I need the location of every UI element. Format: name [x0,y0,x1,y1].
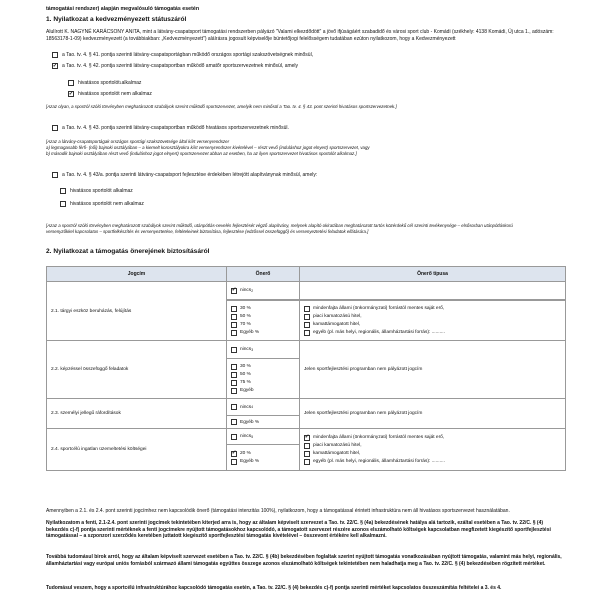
section2-title: 2. Nyilatkozat a támogatás önerejének biztosításáról [46,248,210,255]
nincs-label: nincs [240,404,252,410]
row-label: 2.4. sportcélú ingatlan üzemeltetési költségei [47,429,227,471]
option-label: hivatásos sportolót [78,80,120,86]
checkbox[interactable] [231,459,237,465]
row-label: 2.1. tárgyi eszköz beruházás, felújítás [47,282,227,341]
note-line: [Azaz a sportról szóló törvényben meghatározott szabályok szerint működő, utánpótlás-nevelés fejlesztését végző alapítvány, melynek alapító okiratában meghatározott tartós közérdekű cél szerinti tevékenysége – elsősorban utánpótláskorú [46,223,513,228]
table-row [47,429,566,445]
checkbox[interactable] [231,306,237,312]
note-line: b) második bajnoki osztályában részt vevő (induláshoz jogot elnyert) sportszervezet abban az esetben, ha az ilyen sportszervezet hivatásos sportolót alkalmaz.] [46,151,357,156]
type-option[interactable] [304,321,561,329]
pct-option[interactable] [231,458,295,466]
type-label: egyéb (pl. más helyi, regionális, államháztartási forrás): .......... [313,330,445,335]
checkbox[interactable] [304,306,310,312]
nincs-label: nincs [240,434,252,439]
nincs-cell [227,341,300,359]
nincs-option[interactable] [231,403,295,411]
nincs-option[interactable] [231,287,295,295]
checkbox[interactable] [304,322,310,328]
checkbox[interactable] [60,201,66,207]
pct-option[interactable] [231,305,295,313]
option-suffix: alkalmaz [121,80,142,86]
pct-cell [227,416,300,429]
after-table-p3: Továbbá tudomásul birok arról, hogy az általam képviselt szervezet esetében a Tao. tv. 22/C. § (4b) bekezdésében foglaltak szerint nyújtott támogatás vonatkozásában nyújtott támogatás, valamint más helyi, regionális, államháztartási vagy európai uniós forrásból származó állami támogatás együttes összege azonos elszámolható költségek tekintetében nem haladhatja meg a Tao. tv. 22/C. § (4) bekezdésében rögzített mértéket. [46,554,562,567]
type-option[interactable] [304,305,561,313]
pct-option[interactable] [231,321,295,329]
footnote-mark: 1 [119,81,122,85]
checkbox[interactable] [231,322,237,328]
footnote-mark: 3 [251,347,254,352]
nincs-option[interactable] [231,433,295,441]
pct-label: Egyéb % [240,459,260,464]
checkbox[interactable] [231,314,237,320]
note-professional [46,139,566,157]
sub-option-no-pro[interactable] [68,91,152,97]
after-table-p1: Amennyiben a 2.1. és 2.4. pont szerinti jogcímhez nem kapcsolódik önerő (támogatási intenzitás 100%), nyilatkozom, hogy a támogatással érintett infrastruktúra nem áll hivatásos sportszervezet használatában. [46,508,510,514]
checkbox[interactable] [231,380,237,386]
table-header-row [47,267,566,282]
checkbox[interactable] [231,434,237,440]
note-line: a) legmagasabb férfi- (női) bajnoki osztályában – a kiemelt korosztályokra kiírt versenyrendszer kivételével – részt vevő (induláshoz jogot elnyert) sportszervezet, vagy [46,145,370,150]
checkbox[interactable] [304,435,310,441]
pct-label: 30 % [240,364,251,369]
status-option-42[interactable] [52,63,298,69]
checkbox[interactable] [304,330,310,336]
after-table-p4: Tudomásul veszem, hogy a sportcélú infrastruktúrához kapcsolódó támogatás esetén, a Tao. tv. 22/C. § (4) bekezdés c)-f) pontja szerinti mértéket kapcsolatos összeszámítás feltételei a 3. és 4. [46,585,502,591]
type-label: piaci kamatozású hitel, [313,314,362,319]
option-label: hivatásos sportolót alkalmaz [70,188,133,194]
pct-label: 20 % [240,451,251,456]
checkbox[interactable] [231,288,237,294]
row-text: Jelen sportfejlesztési programban nem pályázott jogcím [300,341,566,399]
option-label: a Tao. tv. 4. § 43. pontja szerinti látvány-csapatsportban működő hivatásos sportszervezetnek minősül. [62,125,289,131]
section1-intro: Alulírott K. NAGYNÉ KARÁCSONY ANITA, mint a látvány-csapatsport támogatási rendszerben pályázó "Valami elkezdődött" a jövő ifjúságáért szabadidő és városi sport club - Komádi (székhely: 4138 Komádi, Új utca 1., adószám: 18563178-1-09) kedvezményezett (a továbbiakban: „Kedvezményezett") aláírásra jogosult képviselője büntetőjogi felelősségem tudatában ezúton nyilatkozom, hogy a Kedvezményezett [46,29,554,42]
empty-cell [300,282,566,300]
checkbox[interactable] [60,188,66,194]
option-label: hivatásos sportolót nem alkalmaz [70,201,144,207]
pct-option[interactable] [231,363,295,371]
checkbox[interactable] [304,314,310,320]
pct-label: 30 % [240,306,251,311]
pct-cell [227,445,300,471]
type-option[interactable] [304,458,561,466]
header-onero: Önerő [227,267,300,282]
status-option-43[interactable] [52,125,289,131]
type-cell [300,429,566,471]
type-label: mindenfajta állami (önkormányzati) forrástól mentes saját erő, [313,306,445,311]
pct-label: 70 % [240,322,251,327]
self-contribution-table [46,266,566,471]
foundation-employs-pro[interactable] [60,188,133,194]
type-label: kamattámogatott hitel, [313,451,361,456]
header-onero-tipusa: Önerő típusa [300,267,566,282]
top-text-line: támogatási rendszer) alapján megvalósuló támogatás esetén [46,6,200,12]
nincs-cell [227,399,300,416]
note-amateur: [Azaz olyan, a sportról szóló törvényben meghatározott szabályok szerint működő sportszervezet, amelyik nem minősül a Tao. tv. 4. § 43. pont szerinti hivatásos sportszervezetnek.] [46,104,397,109]
footnote-mark: 2 [251,288,254,293]
note-foundation [46,223,566,235]
checkbox[interactable] [68,80,74,86]
row-label: 2.2. képzéssel összefüggő feladatok [47,341,227,399]
type-option[interactable] [304,329,561,337]
checkbox[interactable] [231,451,237,457]
section1-title: 1. Nyilatkozat a kedvezményezett státuszáról [46,16,187,23]
type-cell [300,301,566,341]
status-option-43a[interactable] [52,172,317,178]
nincs-label: nincs [240,347,252,352]
top-text [46,6,566,13]
note-line: [Azaz a látvány-csapatsportágak országos sportági szakszövetsége által kiírt versenyrendszer [46,139,230,144]
type-label: piaci kamatozású hitel, [313,443,362,448]
table-row [47,341,566,359]
checkbox[interactable] [68,91,74,97]
pct-label: Egyéb [240,388,254,393]
checkbox[interactable] [231,404,237,410]
pct-option[interactable] [231,313,295,321]
pct-option[interactable] [231,371,295,379]
row-label: 2.3. személyi jellegű ráfordítások [47,399,227,429]
type-option[interactable] [304,442,561,450]
type-option[interactable] [304,450,561,458]
checkbox[interactable] [231,364,237,370]
nincs-cell [227,282,300,300]
pct-option[interactable] [231,418,295,426]
nincs-cell [227,429,300,445]
table-row [47,282,566,300]
sub-option-employs-pro[interactable] [68,80,141,86]
checkbox[interactable] [52,52,58,58]
header-jogcim: Jogcím [47,267,227,282]
table-row [47,399,566,416]
footnote-mark: 4 [251,405,254,409]
checkbox[interactable] [231,419,237,425]
option-label: a Tao. tv. 4. § 43/a. pontja szerinti látvány-csapatsport fejlesztése érdekében létrejött alapítványnak minősül, amely: [62,172,318,178]
type-label: mindenfajta állami (önkormányzati) forrástól mentes saját erő, [313,435,445,440]
pct-label: 50 % [240,372,251,377]
nincs-label: nincs [240,288,252,293]
checkbox[interactable] [231,347,237,353]
pct-label: 75 % [240,380,251,385]
foundation-no-pro[interactable] [60,201,144,207]
pct-cell [227,301,300,341]
nincs-option[interactable] [231,346,295,354]
checkbox[interactable] [231,372,237,378]
type-option[interactable] [304,434,561,442]
option-label: a Tao. tv. 4. § 41. pontja szerinti látvány-csapatsportágban működő országos sportági szakszövetségnek minősül, [62,52,314,58]
checkbox[interactable] [52,125,58,131]
status-option-41[interactable] [52,52,313,58]
pct-option[interactable] [231,379,295,387]
checkbox[interactable] [231,330,237,336]
type-label: egyéb (pl. más helyi, regionális, államháztartási forrás): .......... [313,459,445,464]
checkbox[interactable] [304,443,310,449]
pct-label: 50 % [240,314,251,319]
checkbox[interactable] [52,63,58,69]
type-label: kamattámogatott hitel, [313,322,361,327]
pct-option[interactable] [231,329,295,337]
checkbox[interactable] [52,172,58,178]
checkbox[interactable] [304,459,310,465]
option-label: hivatásos sportolót nem alkalmaz [78,91,152,97]
checkbox[interactable] [304,451,310,457]
checkbox[interactable] [231,388,237,394]
pct-cell [227,359,300,399]
pct-label: Egyéb % [240,419,260,425]
pct-option[interactable] [231,450,295,458]
note-line: versenyzőkkel kapcsolatos – sportfelkészítés és versenyeztetése, feltételeinek biztosítása, fejlesztése (edzőssel összefüggő) és versenyeztetési feladatok ellátására.] [46,229,369,234]
option-label: a Tao. tv. 4. § 42. pontja szerinti látvány-csapatsportban működő amatőr sportszervezetnek minősül, amely [62,63,299,69]
footnote-mark: 5 [251,434,254,439]
pct-label: Egyéb % [240,330,260,335]
pct-option[interactable] [231,387,295,395]
row-text: Jelen sportfejlesztési programban nem pályázott jogcím [300,399,566,429]
after-table-p2: Nyilatkozatom a fenti, 2.1-2.4. pont szerinti jogcímek tekintetében kiterjed arra is, hogy az általam képviselt szervezet a Tao. tv. 22/C. § (4a) bekezdésének hatálya alá tartozik, ezáltal esetében a Tao. tv. 22/C. § (4) bekezdés c)-f) pontja szerinti mértéknek a fenti jogcímekre nyújtott támogatásokhoz kapcsolódó, a támogatott szervezet részére azonos elszámolható költségek kapcsolatban megfizetett kiegészítő sportfejlesztési támogatással – a szponzori szerződés keretében juttatott kiegészítő sportfejlesztési támogatás kivételével – összevont értékére kell alkalmazni. [46,520,551,539]
type-option[interactable] [304,313,561,321]
